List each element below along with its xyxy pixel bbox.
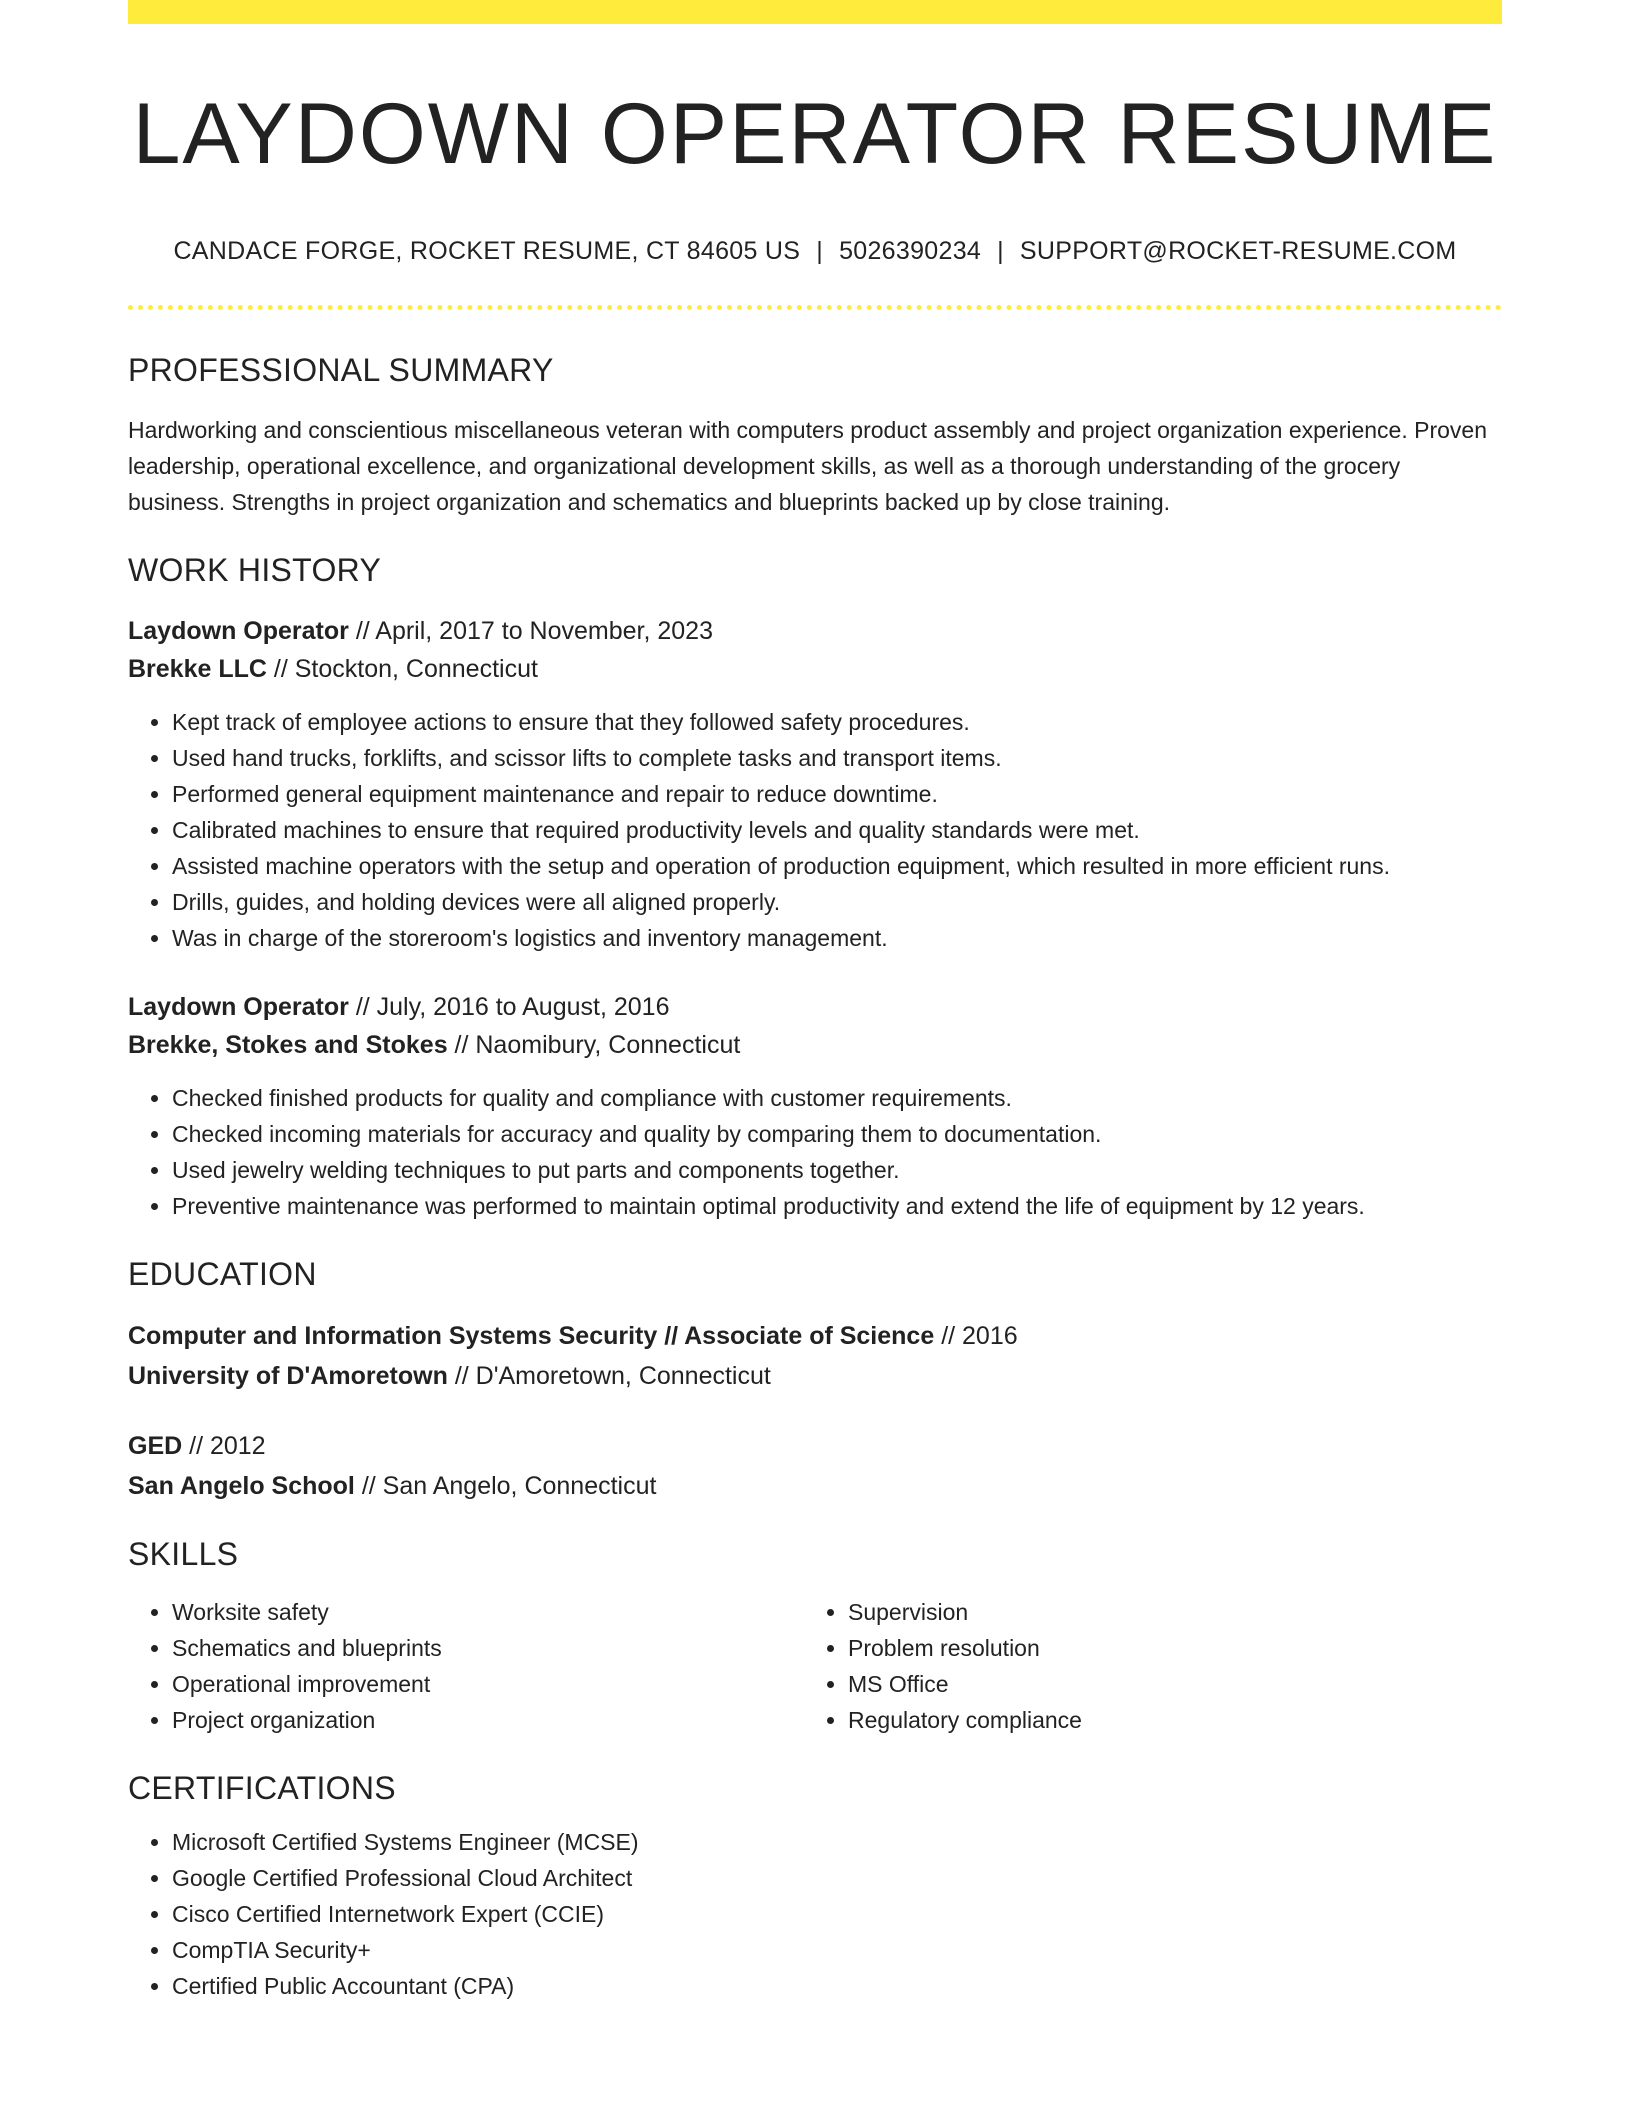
job-bullet: • Was in charge of the storeroom's logistics and inventory management. bbox=[172, 920, 1502, 956]
job-bullet: • Kept track of employee actions to ensure that they followed safety procedures. bbox=[172, 704, 1502, 740]
education-degree-line bbox=[128, 1426, 1502, 1466]
certification-item: • CompTIA Security+ bbox=[172, 1932, 1502, 1968]
work-history-section bbox=[128, 550, 1502, 1224]
job-bullet: • Performed general equipment maintenance and repair to reduce downtime. bbox=[172, 776, 1502, 812]
job-title: Laydown Operator bbox=[128, 993, 349, 1021]
education-entry bbox=[128, 1426, 1502, 1506]
skills-columns bbox=[128, 1594, 1502, 1738]
education-year: // 2016 bbox=[934, 1322, 1018, 1350]
certification-item: • Microsoft Certified Systems Engineer (MCSE) bbox=[172, 1824, 1502, 1860]
job-title-line bbox=[128, 612, 1502, 650]
summary-heading: PROFESSIONAL SUMMARY bbox=[128, 352, 554, 388]
education-location: // San Angelo, Connecticut bbox=[354, 1472, 657, 1500]
education-section bbox=[128, 1254, 1502, 1506]
job-title-line bbox=[128, 988, 1502, 1026]
job-bullet: • Used jewelry welding techniques to put parts and components together. bbox=[172, 1152, 1502, 1188]
education-school: San Angelo School bbox=[128, 1472, 355, 1500]
job-company-line bbox=[128, 1026, 1502, 1064]
summary-text: Hardworking and conscientious miscellaneous veteran with computers product assembly and project organization experience. Proven leadership, operational excellence, and organizational development skills, as well as a thorough understanding of the grocery business. Strengths in project organization and schematics and blueprints backed up by close training. bbox=[128, 417, 1487, 515]
education-degree: GED bbox=[128, 1432, 183, 1460]
certification-item: • Certified Public Accountant (CPA) bbox=[172, 1968, 1502, 2004]
job-bullets bbox=[128, 704, 1502, 956]
job-title: Laydown Operator bbox=[128, 617, 349, 645]
contact-address: CANDACE FORGE, ROCKET RESUME, CT 84605 US bbox=[173, 237, 801, 265]
job-dates: // April, 2017 to November, 2023 bbox=[348, 617, 713, 645]
contact-line bbox=[128, 234, 1502, 268]
job-entry bbox=[128, 988, 1502, 1224]
job-bullet: • Used hand trucks, forklifts, and scissor lifts to complete tasks and transport items. bbox=[172, 740, 1502, 776]
job-dates: // July, 2016 to August, 2016 bbox=[348, 993, 670, 1021]
contact-separator: | bbox=[997, 237, 1004, 265]
job-company-line bbox=[128, 650, 1502, 688]
skill-item: • Operational improvement bbox=[172, 1666, 804, 1702]
skill-item: • Schematics and blueprints bbox=[172, 1630, 804, 1666]
job-bullet: • Calibrated machines to ensure that required productivity levels and quality standards were met. bbox=[172, 812, 1502, 848]
certifications-heading: CERTIFICATIONS bbox=[128, 1770, 396, 1806]
skills-section bbox=[128, 1534, 1502, 1738]
education-entry bbox=[128, 1316, 1502, 1396]
education-school: University of D'Amoretown bbox=[128, 1362, 448, 1390]
top-accent-bar bbox=[128, 0, 1502, 24]
skill-item: • Supervision bbox=[848, 1594, 1480, 1630]
job-bullet: • Assisted machine operators with the setup and operation of production equipment, which resulted in more efficient runs. bbox=[172, 848, 1502, 884]
job-bullet: • Drills, guides, and holding devices were all aligned properly. bbox=[172, 884, 1502, 920]
education-school-line bbox=[128, 1466, 1502, 1506]
education-degree-line bbox=[128, 1316, 1502, 1356]
contact-phone: 5026390234 bbox=[839, 237, 982, 265]
education-degree: Computer and Information Systems Security // Associate of Science bbox=[128, 1322, 935, 1350]
skill-item: • Project organization bbox=[172, 1702, 804, 1738]
education-school-line bbox=[128, 1356, 1502, 1396]
skills-list-left bbox=[128, 1594, 804, 1738]
skill-item: • Problem resolution bbox=[848, 1630, 1480, 1666]
skill-item: • Worksite safety bbox=[172, 1594, 804, 1630]
work-history-heading: WORK HISTORY bbox=[128, 552, 382, 588]
job-entry bbox=[128, 612, 1502, 956]
education-heading: EDUCATION bbox=[128, 1256, 317, 1292]
job-company: Brekke LLC bbox=[128, 655, 267, 683]
job-company: Brekke, Stokes and Stokes bbox=[128, 1031, 448, 1059]
skill-item: • MS Office bbox=[848, 1666, 1480, 1702]
job-location: // Naomibury, Connecticut bbox=[447, 1031, 741, 1059]
contact-separator: | bbox=[816, 237, 824, 265]
job-location: // Stockton, Connecticut bbox=[266, 655, 538, 683]
resume-title: LAYDOWN OPERATOR RESUME bbox=[132, 86, 1498, 182]
contact-email: SUPPORT@ROCKET-RESUME.COM bbox=[1019, 237, 1457, 265]
resume-content bbox=[128, 24, 1502, 2004]
education-year: // 2012 bbox=[182, 1432, 266, 1460]
summary-section bbox=[128, 350, 1502, 520]
dotted-divider bbox=[128, 305, 1502, 310]
certifications-section bbox=[128, 1768, 1502, 2004]
job-bullet: • Checked incoming materials for accuracy and quality by comparing them to documentation. bbox=[172, 1116, 1502, 1152]
skill-item: • Regulatory compliance bbox=[848, 1702, 1480, 1738]
certifications-list bbox=[128, 1824, 1502, 2004]
skills-heading: SKILLS bbox=[128, 1536, 239, 1572]
job-bullet: • Checked finished products for quality and compliance with customer requirements. bbox=[172, 1080, 1502, 1116]
education-location: // D'Amoretown, Connecticut bbox=[447, 1362, 771, 1390]
certification-item: • Cisco Certified Internetwork Expert (CCIE) bbox=[172, 1896, 1502, 1932]
certification-item: • Google Certified Professional Cloud Architect bbox=[172, 1860, 1502, 1896]
skills-list-right bbox=[804, 1594, 1480, 1738]
job-bullets bbox=[128, 1080, 1502, 1224]
job-bullet: • Preventive maintenance was performed to maintain optimal productivity and extend the life of equipment by 12 years. bbox=[172, 1188, 1502, 1224]
